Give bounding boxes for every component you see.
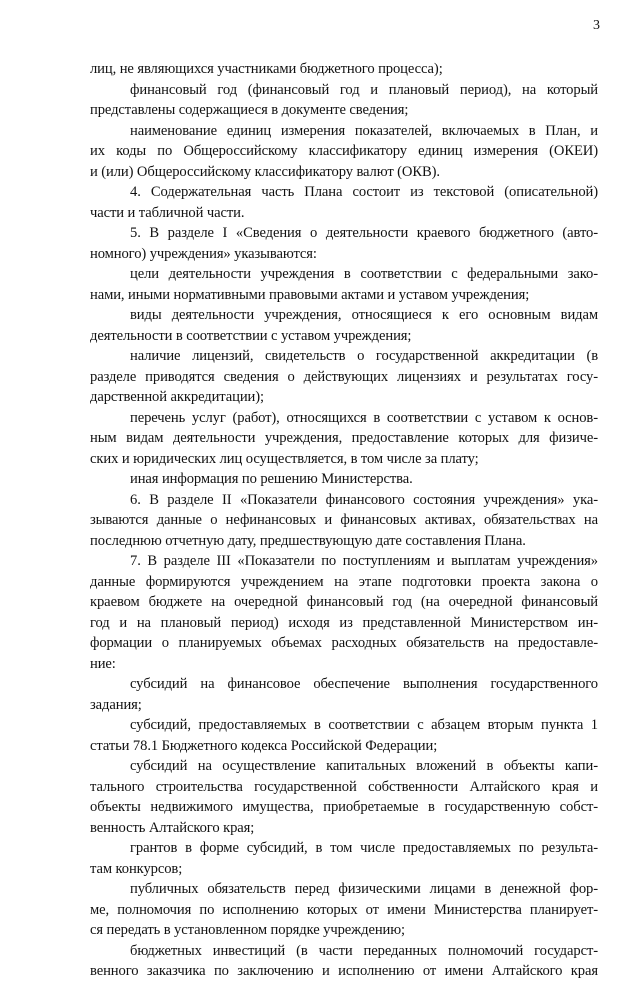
text-line: данные формируются учреждением на этапе подготовки проекта закона о: [90, 573, 598, 590]
text-line: перечень услуг (работ), относящихся в соответствии с уставом к основ-: [130, 409, 598, 426]
text-line: субсидий на осуществление капитальных вложений в объекты капи-: [130, 758, 598, 774]
text-line: 5. В разделе I «Сведения о деятельности краевого бюджетного (авто-: [130, 225, 598, 241]
text-line: финансовый год (финансовый год и плановый период), на который: [130, 81, 598, 98]
page-number: 3: [593, 18, 600, 33]
text-line: лиц, не являющихся участниками бюджетного процесса);: [90, 61, 443, 77]
text-line: бюджетных инвестиций (в части переданных полномочий государст-: [130, 942, 598, 959]
text-line: нами, иными нормативными правовыми актами и уставом учреждения;: [90, 286, 530, 303]
text-line: ние:: [90, 655, 116, 672]
text-line: статьи 78.1 Бюджетного кодекса Российской Федерации;: [90, 737, 438, 754]
text-line: объекты недвижимого имущества, приобретаемые в государственную собст-: [90, 799, 598, 815]
text-line: субсидий на финансовое обеспечение выполнения государственного: [130, 676, 598, 692]
text-line: представлены содержащиеся в документе сведения;: [90, 102, 409, 118]
text-line: публичных обязательств перед физическими лицами в денежной фор-: [130, 881, 598, 897]
text-line: виды деятельности учреждения, относящиеся к его основным видам: [130, 307, 598, 323]
text-line: венность Алтайского края;: [90, 819, 255, 836]
text-line: номного) учреждения» указываются:: [90, 245, 317, 262]
text-line: разделе приводятся сведения о действующих лицензиях и результатах госу-: [90, 368, 598, 385]
text-line: задания;: [90, 696, 142, 713]
text-line: 6. В разделе II «Показатели финансового состояния учреждения» ука-: [130, 491, 598, 508]
text-line: ным видам деятельности учреждения, предоставление которых для физиче-: [90, 430, 598, 446]
text-line: иная информация по решению Министерства.: [130, 471, 413, 487]
text-line: наличие лицензий, свидетельств о государственной аккредитации (в: [130, 348, 598, 364]
text-line: ме, полномочия по исполнению которых от имени Министерства планирует-: [90, 901, 598, 918]
text-line: грантов в форме субсидий, в том числе предоставляемых по результа-: [130, 840, 598, 856]
text-line: год и на плановый период) исходя из представленной Министерством ин-: [90, 614, 598, 631]
text-line: там конкурсов;: [90, 860, 183, 877]
text-line: цели деятельности учреждения в соответствии с федеральными зако-: [130, 266, 598, 282]
text-line: формации о планируемых объемах расходных обязательств на предоставле-: [90, 635, 598, 651]
text-line: ся передать в установленном порядке учреждению;: [90, 922, 406, 938]
text-line: 7. В разделе III «Показатели по поступлениям и выплатам учреждения»: [130, 553, 598, 569]
text-line: венного заказчика по заключению и исполнению от имени Алтайского края: [90, 963, 598, 979]
text-line: зываются данные о нефинансовых и финансовых активах, обязательствах на: [90, 512, 598, 528]
text-line: тального строительства государственной собственности Алтайского края и: [90, 778, 598, 795]
text-line: их коды по Общероссийскому классификатору единиц измерения (ОКЕИ): [90, 143, 598, 159]
text-line: ских и юридических лиц осуществляется, в том числе за плату;: [90, 450, 479, 467]
text-line: последнюю отчетную дату, предшествующую дате составления Плана.: [90, 532, 526, 549]
text-line: части и табличной части.: [90, 204, 245, 221]
document-body: [90, 59, 598, 982]
text-line: субсидий, предоставляемых в соответствии с абзацем вторым пункта 1: [130, 717, 598, 733]
text-line: деятельности в соответствии с уставом учреждения;: [90, 327, 412, 344]
text-line: краевом бюджете на очередной финансовый год (на очередной финансовый: [90, 594, 598, 610]
text-line: и (или) Общероссийскому классификатору валют (ОКВ).: [90, 163, 440, 180]
text-line: дарственной аккредитации);: [90, 389, 264, 405]
text-line: наименование единиц измерения показателей, включаемых в План, и: [130, 122, 598, 139]
text-line: 4. Содержательная часть Плана состоит из текстовой (описательной): [130, 184, 598, 200]
